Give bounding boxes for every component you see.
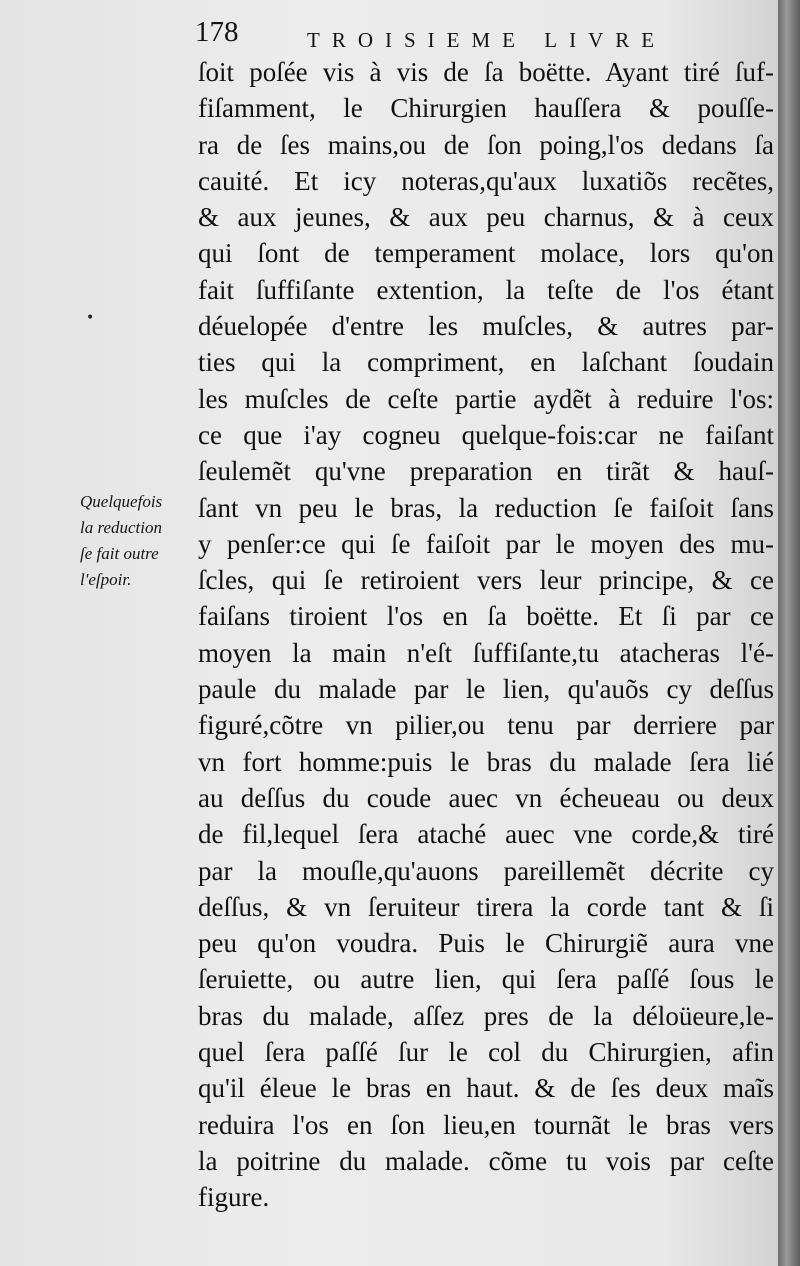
text-line: par la mouſle,qu'auons pareillemẽt décrite cy — [198, 855, 774, 886]
margin-note-line: l'eſpoir. — [80, 570, 132, 589]
text-line: deſſus, & vn ſeruiteur tirera la corde tant & ſi — [198, 891, 774, 922]
running-title: TROISIEME LIVRE — [307, 28, 667, 52]
text-line: ſeulemẽt qu'vne preparation en tirãt & hauſ- — [198, 456, 774, 487]
text-line: ſcles, qui ſe retiroient vers leur principe, & ce — [198, 565, 774, 596]
margin-mark-icon: • — [86, 310, 95, 326]
text-line: au deſſus du coude auec vn écheueau ou deux — [198, 782, 774, 813]
text-line: ſoit poſée vis à vis de ſa boëtte. Ayant tiré ſuf- — [198, 57, 774, 87]
text-line: ce que i'ay cogneu quelque-fois:car ne faiſant — [198, 419, 774, 450]
text-line: de fil,lequel ſera ataché auec vne corde,& tiré — [198, 819, 774, 850]
page-header — [195, 14, 755, 54]
text-line: quel ſera paſſé ſur le col du Chirurgien, afin — [198, 1037, 774, 1068]
text-line: fait ſuffiſante extention, la teſte de l'os étant — [198, 274, 774, 305]
body-text — [198, 54, 774, 1216]
text-line: vn fort homme:puis le bras du malade ſera lié — [198, 746, 774, 777]
text-line: reduira l'os en ſon lieu,en tournãt le bras vers — [198, 1109, 774, 1140]
text-line: moyen la main n'eſt ſuffiſante,tu atacheras l'é- — [198, 637, 774, 668]
page-edge — [778, 0, 800, 1266]
text-line: fiſamment, le Chirurgien hauſſera & pouſſe- — [198, 93, 774, 124]
text-line: & aux jeunes, & aux peu charnus, & à ceux — [198, 202, 774, 233]
text-line: y penſer:ce qui ſe faiſoit par le moyen des mu- — [198, 528, 774, 559]
text-line: peu qu'on voudra. Puis le Chirurgiẽ aura vne — [198, 928, 774, 959]
text-line: paule du malade par le lien, qu'auõs cy deſſus — [198, 674, 774, 705]
text-line: figuré,cõtre vn pilier,ou tenu par derriere par — [198, 710, 774, 741]
text-line: ſant vn peu le bras, la reduction ſe faiſoit ſans — [198, 492, 774, 523]
margin-note-line: la reduction — [80, 518, 162, 537]
text-line: ra de ſes mains,ou de ſon poing,l'os dedans ſa — [198, 129, 774, 160]
text-line: figure. — [198, 1182, 270, 1213]
text-line: cauité. Et icy noteras,qu'aux luxatiõs recẽtes, — [198, 165, 774, 196]
text-line: qu'il éleue le bras en haut. & de ſes deux maĩs — [198, 1073, 774, 1104]
text-line: qui ſont de temperament molace, lors qu'on — [198, 238, 774, 269]
margin-note-line: ſe fait outre — [80, 544, 159, 563]
text-line: ties qui la compriment, en laſchant ſoudain — [198, 347, 774, 378]
text-line: bras du malade, aſſez pres de la déloüeure,le- — [198, 1000, 774, 1031]
page-number: 178 — [195, 16, 239, 48]
text-line: la poitrine du malade. cõme tu vois par ceſte — [198, 1145, 774, 1176]
text-line: déuelopée d'entre les muſcles, & autres par- — [198, 311, 774, 342]
text-line: ſeruiette, ou autre lien, qui ſera paſſé ſous le — [198, 964, 774, 995]
margin-note — [80, 489, 210, 593]
text-line: faiſans tiroient l'os en ſa boëtte. Et ſi par ce — [198, 601, 774, 632]
text-line: les muſcles de ceſte partie aydẽt à reduire l'os: — [198, 383, 774, 414]
margin-note-line: Quelquefois — [80, 492, 163, 511]
